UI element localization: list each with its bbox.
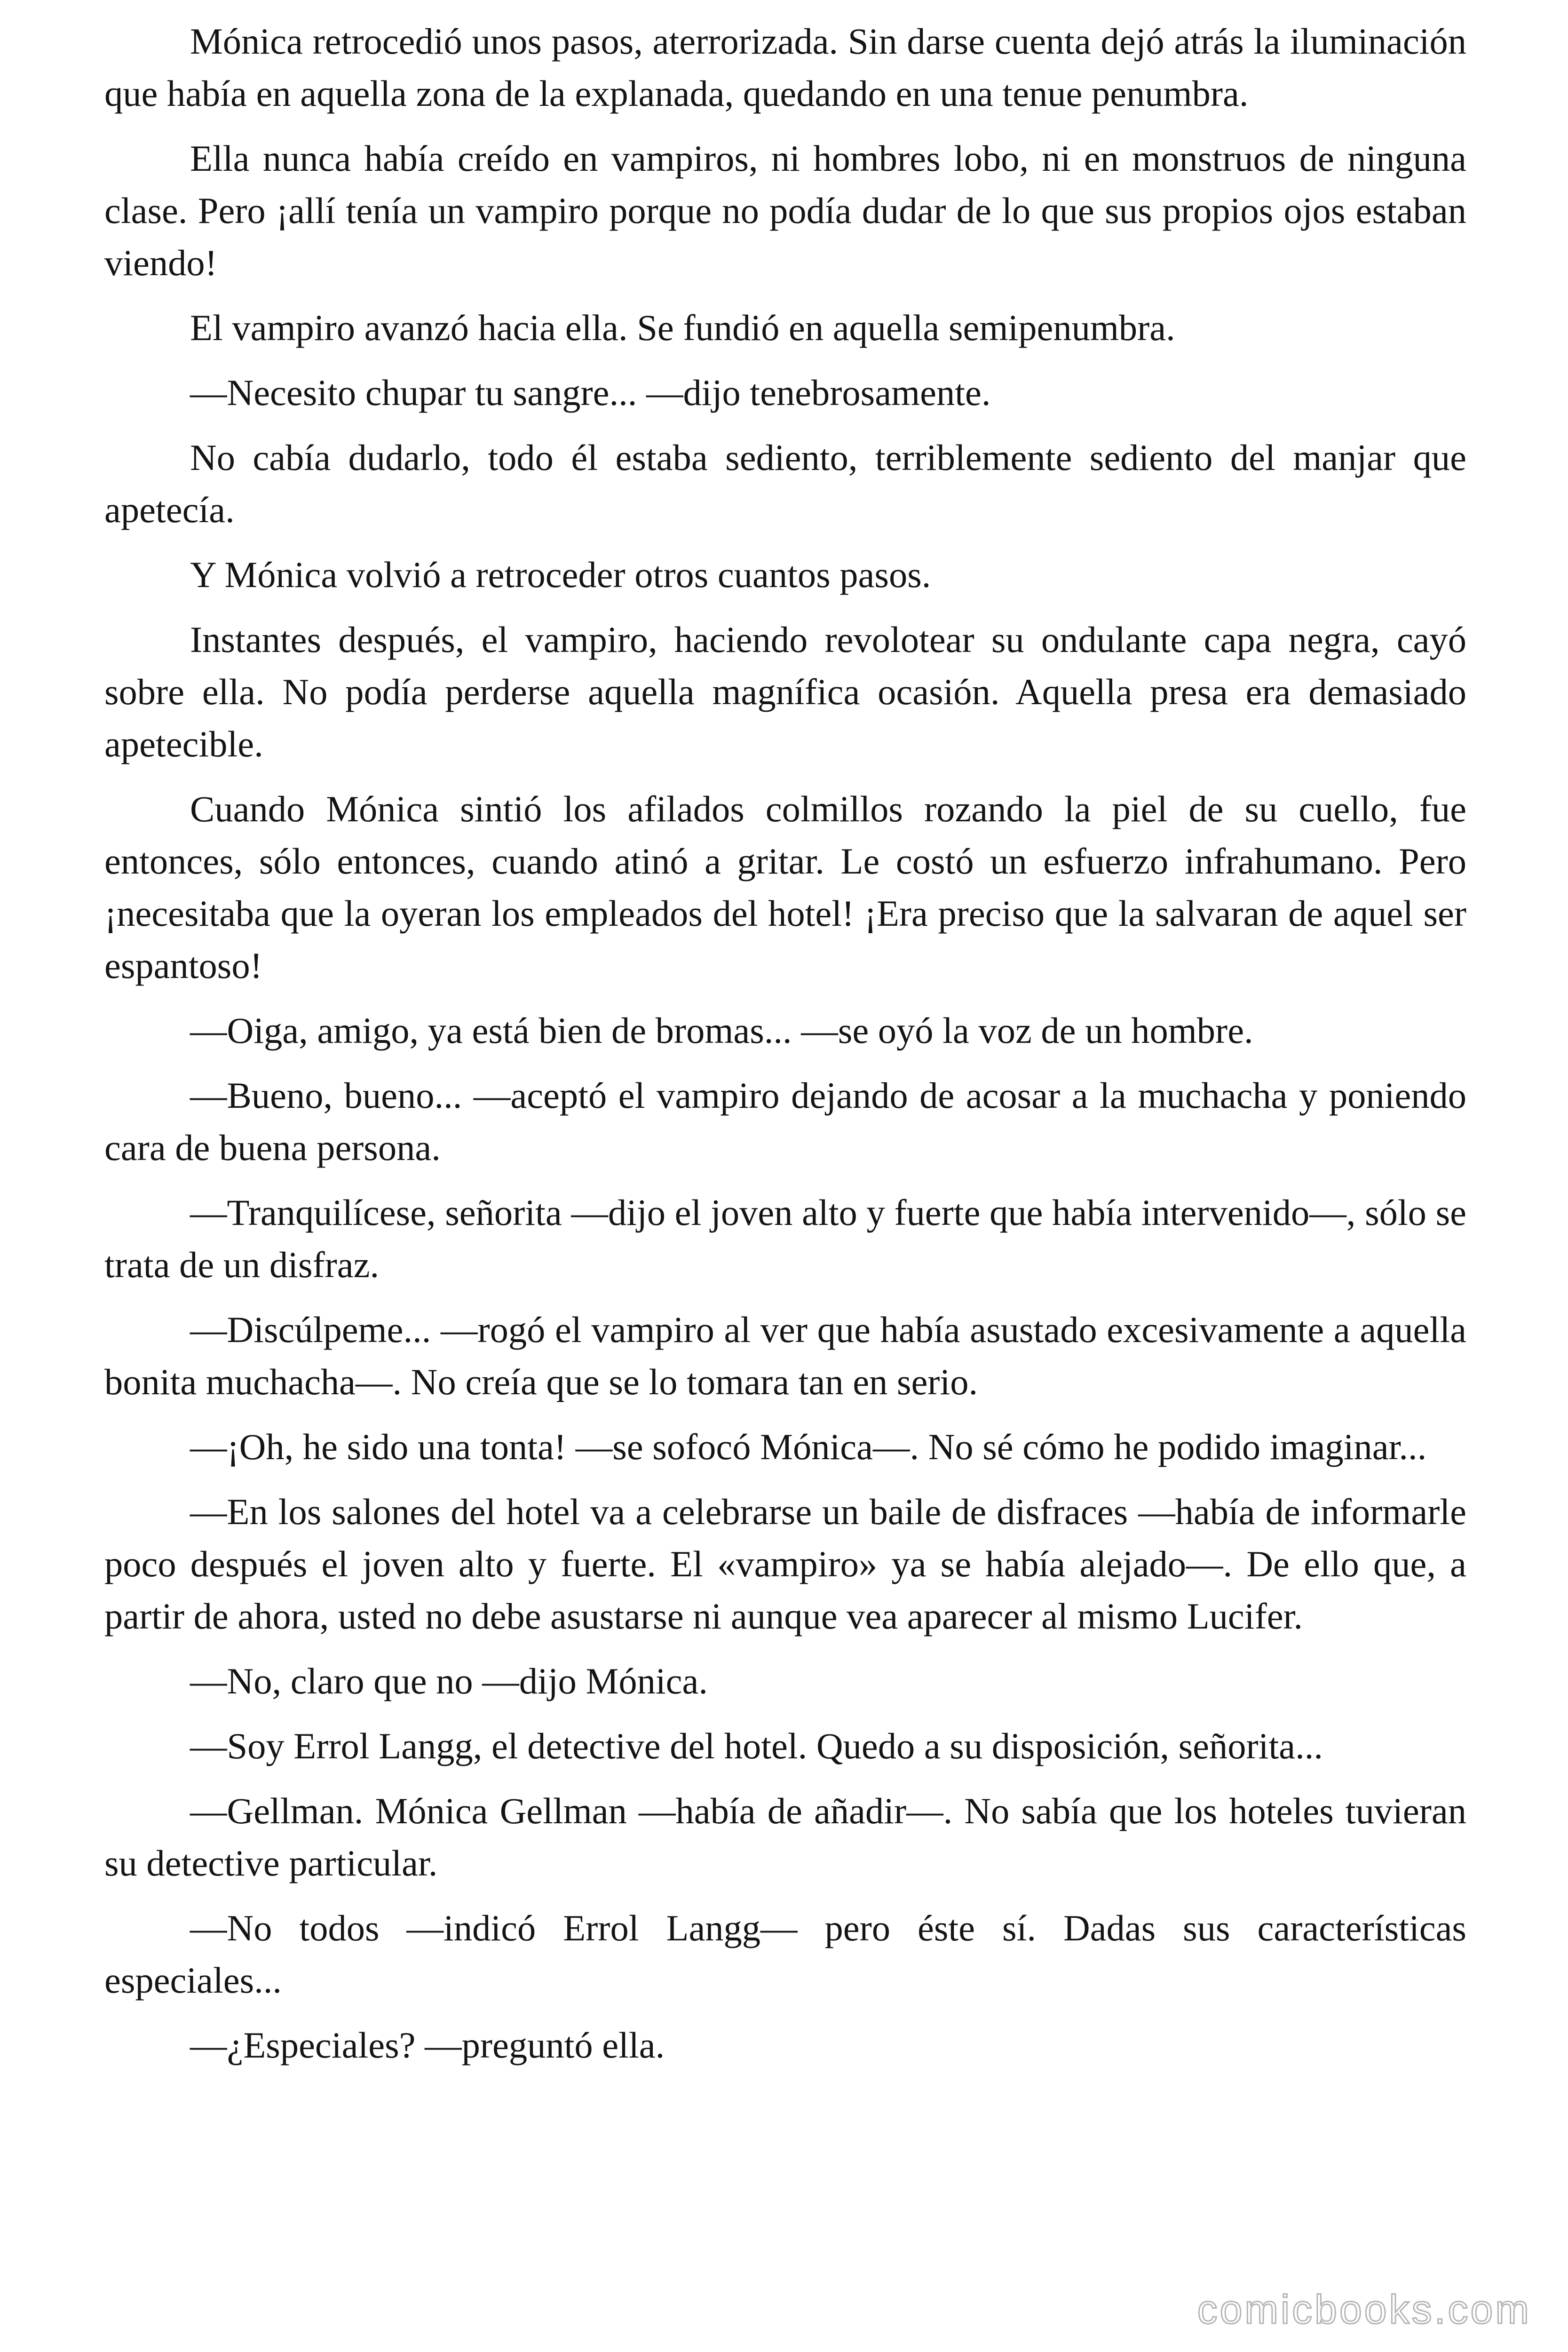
paragraph: —En los salones del hotel va a celebrarse un baile de disfraces —había de informarle poco después el joven alto y fuerte. El «vampiro» ya se había alejado—. De ello que, a partir de ahora, usted no debe asustarse ni aunque vea aparecer al mismo Lucifer.: [104, 1491, 1466, 1637]
paragraph: No cabía dudarlo, todo él estaba sediento, terriblemente sediento del manjar que apetecía.: [104, 437, 1466, 530]
paragraph: —Gellman. Mónica Gellman —había de añadir—. No sabía que los hoteles tuvieran su detective particular.: [104, 1790, 1466, 1883]
paragraph: —Oiga, amigo, ya está bien de bromas... —se oyó la voz de un hombre.: [190, 1010, 1253, 1051]
paragraph: Ella nunca había creído en vampiros, ni hombres lobo, ni en monstruos de ninguna clase. Pero ¡allí tenía un vampiro porque no podía dudar de lo que sus propios ojos estaban viendo!: [104, 138, 1466, 283]
paragraph: —Necesito chupar tu sangre... —dijo tenebrosamente.: [190, 372, 991, 413]
watermark: comicbooks.com: [1197, 2287, 1531, 2332]
paragraph: —¡Oh, he sido una tonta! —se sofocó Mónica—. No sé cómo he podido imaginar...: [190, 1426, 1427, 1467]
paragraph: Mónica retrocedió unos pasos, aterrorizada. Sin darse cuenta dejó atrás la iluminación que había en aquella zona de la explanada, quedando en una tenue penumbra.: [104, 21, 1466, 114]
paragraph: —No, claro que no —dijo Mónica.: [190, 1661, 708, 1701]
paragraph: —¿Especiales? —preguntó ella.: [190, 2025, 665, 2066]
paragraph: —Soy Errol Langg, el detective del hotel. Quedo a su disposición, señorita...: [190, 1725, 1323, 1766]
paragraph: Cuando Mónica sintió los afilados colmillos rozando la piel de su cuello, fue entonces, sólo entonces, cuando atinó a gritar. Le costó un esfuerzo infrahumano. Pero ¡necesitaba que la oyeran los empleados del hotel! ¡Era preciso que la salvaran de aquel ser espantoso!: [104, 788, 1466, 986]
paragraph: —No todos —indicó Errol Langg— pero éste sí. Dadas sus características especiales...: [104, 1907, 1466, 2001]
page-body: [104, 15, 1466, 2084]
paragraph: —Discúlpeme... —rogó el vampiro al ver que había asustado excesivamente a aquella bonita muchacha—. No creía que se lo tomara tan en serio.: [104, 1309, 1466, 1402]
paragraph: —Tranquilícese, señorita —dijo el joven alto y fuerte que había intervenido—, sólo se trata de un disfraz.: [104, 1192, 1466, 1285]
paragraph: —Bueno, bueno... —aceptó el vampiro dejando de acosar a la muchacha y poniendo cara de buena persona.: [104, 1075, 1466, 1168]
paragraph: Y Mónica volvió a retroceder otros cuantos pasos.: [190, 554, 931, 595]
paragraph: Instantes después, el vampiro, haciendo revolotear su ondulante capa negra, cayó sobre ella. No podía perderse aquella magnífica ocasión. Aquella presa era demasiado apetecible.: [104, 619, 1466, 764]
paragraph: El vampiro avanzó hacia ella. Se fundió en aquella semipenumbra.: [190, 307, 1175, 348]
